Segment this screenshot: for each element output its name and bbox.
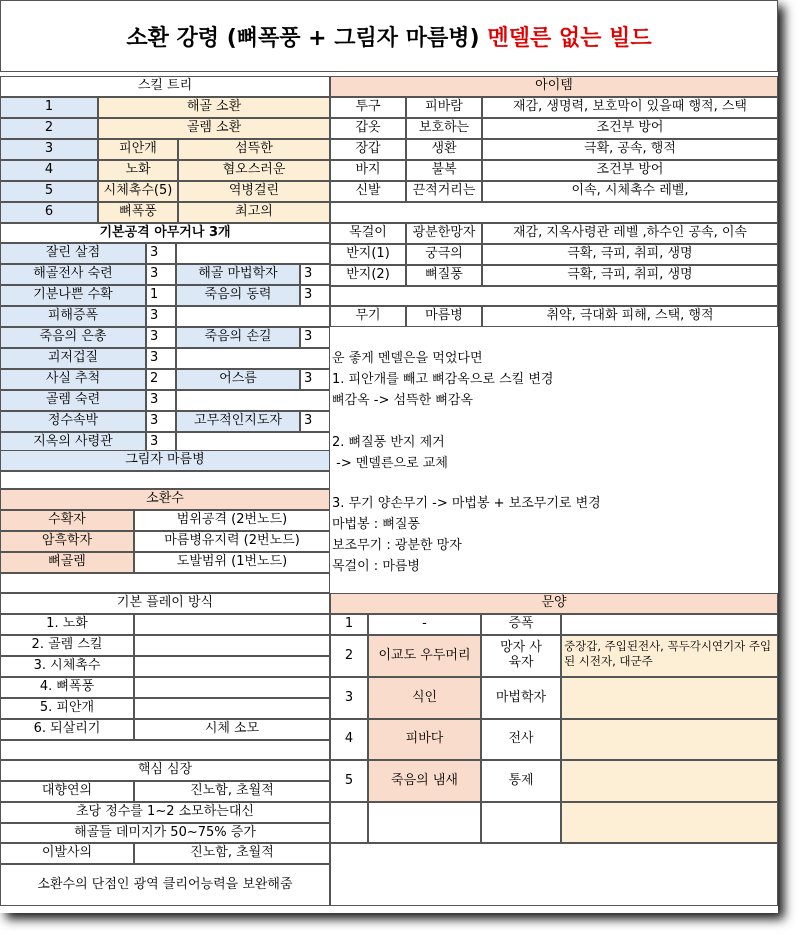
- glyph-num: 4: [330, 719, 368, 760]
- passive-points: 3: [146, 306, 176, 327]
- passive-points: 3: [146, 327, 176, 348]
- glyph-stat: 전사: [481, 719, 561, 760]
- empty-cell: [134, 614, 330, 635]
- heart-header: 핵심 심장: [0, 760, 330, 781]
- skill-name: 시체촉수(5): [98, 181, 178, 202]
- glyphs-header: 문양: [330, 593, 778, 614]
- item-name: 마름병: [406, 306, 482, 327]
- glyph-num: 2: [330, 635, 368, 677]
- empty-cell: [176, 306, 330, 327]
- passive-name: 고무적인지도자: [176, 411, 300, 432]
- empty-cell: [368, 802, 481, 843]
- note-line: 목걸이 : 마름병: [332, 559, 420, 574]
- skill-row-num: 4: [0, 160, 98, 181]
- item-stats: 이속, 시체촉수 레벨,: [482, 181, 778, 202]
- skill-name: 해골 소환: [98, 97, 330, 118]
- item-slot: 갑옷: [330, 118, 406, 139]
- note-line: 1. 피안개를 빼고 뼈감옥으로 스킬 변경: [332, 372, 554, 387]
- note-line: 보조무기 : 광분한 망자: [332, 538, 462, 553]
- glyph-stat: 마법학자: [481, 677, 561, 719]
- summon-node: 범위공격 (2번노드): [134, 510, 330, 531]
- passive-name: 괴저겁질: [0, 348, 146, 369]
- passive-points: 3: [146, 390, 176, 411]
- empty-cell: [176, 390, 330, 411]
- play-step-note: 시체 소모: [134, 719, 330, 740]
- glyph-num: 1: [330, 614, 368, 635]
- item-slot: 반지(2): [330, 265, 406, 286]
- passive-name: 골렘 숙련: [0, 390, 146, 411]
- empty-cell: [134, 677, 330, 698]
- passive-points: 3: [300, 264, 330, 285]
- passive-name: 해골 마법학자: [176, 264, 300, 285]
- empty-cell: [134, 698, 330, 719]
- item-stats: 재감, 지옥사령관 레벨 ,하수인 공속, 이속: [482, 223, 778, 244]
- heart-name: 대향연의: [0, 781, 134, 802]
- note-line: -> 멘델른으로 교체: [332, 456, 448, 471]
- skill-name: 골렘 소환: [98, 118, 330, 139]
- passive-points: 2: [146, 369, 176, 390]
- glyph-num: 5: [330, 760, 368, 802]
- item-name: 광분한망자: [406, 223, 482, 244]
- glyph-name: 죽음의 냄새: [368, 760, 481, 802]
- passive-points: 3: [300, 411, 330, 432]
- item-name: 끈적거리는: [406, 181, 482, 202]
- passive-points: 3: [300, 327, 330, 348]
- summons-header: 소환수: [0, 489, 330, 510]
- heart-name: 이발사의: [0, 843, 134, 864]
- note-line: 뼈감옥 -> 섬뜩한 뼈감옥: [332, 393, 474, 408]
- passive-name: 해골전사 숙련: [0, 264, 146, 285]
- skill-modifier: 역병걸린: [178, 181, 330, 202]
- item-name: 보호하는: [406, 118, 482, 139]
- glyph-name: 이교도 우두머리: [368, 635, 481, 677]
- item-stats: 극확, 공속, 행적: [482, 139, 778, 160]
- spacer-row: [0, 471, 330, 489]
- glyph-num: 3: [330, 677, 368, 719]
- glyph-desc: [561, 719, 778, 760]
- skill-name: 뼈폭풍: [98, 202, 178, 223]
- passive-points: 3: [146, 411, 176, 432]
- heart-source: 진노함, 초월적: [134, 843, 330, 864]
- item-name: 궁극의: [406, 244, 482, 265]
- passive-points: 3: [146, 432, 176, 453]
- passive-points: 3: [300, 285, 330, 306]
- skill-tree-header: 스킬 트리: [0, 76, 330, 97]
- play-step: 3. 시체촉수: [0, 656, 134, 677]
- empty-cell: [176, 243, 330, 264]
- item-stats: 극확, 극피, 취피, 생명: [482, 244, 778, 265]
- title-highlight: 멘델른 없는 빌드: [487, 25, 652, 51]
- note-line: 운 좋게 멘델은을 먹었다면: [332, 351, 483, 366]
- glyph-desc: [561, 677, 778, 719]
- passive-name: 지옥의 사령관: [0, 432, 146, 453]
- item-slot: 신발: [330, 181, 406, 202]
- passive-name: 정수속박: [0, 411, 146, 432]
- item-slot: 목걸이: [330, 223, 406, 244]
- play-step: 4. 뼈폭풍: [0, 677, 134, 698]
- empty-cell: [176, 348, 330, 369]
- summon-name: 수확자: [0, 510, 134, 531]
- spacer-row: [0, 573, 330, 593]
- title-main: 소환 강령 (뼈폭풍 + 그림자 마름병): [126, 25, 480, 51]
- play-step: 6. 되살리기: [0, 719, 134, 740]
- item-name: 불복: [406, 160, 482, 181]
- item-slot: 반지(1): [330, 244, 406, 265]
- skill-modifier: 섬뜩한: [178, 139, 330, 160]
- passive-points: 3: [300, 369, 330, 390]
- skill-row-num: 5: [0, 181, 98, 202]
- item-name: 생환: [406, 139, 482, 160]
- skill-name: 피안개: [98, 139, 178, 160]
- passive-name: 사실 추척: [0, 369, 146, 390]
- skill-modifier: 혐오스러운: [178, 160, 330, 181]
- glyph-stat: 증폭: [481, 614, 561, 635]
- empty-cell: [134, 635, 330, 656]
- skill-row-num: 1: [0, 97, 98, 118]
- passive-name: 피해증폭: [0, 306, 146, 327]
- note-line: 2. 뼈질풍 반지 제거: [332, 435, 445, 450]
- skill-modifier: 최고의: [178, 202, 330, 223]
- item-slot: 바지: [330, 160, 406, 181]
- play-step: 2. 골렘 스킬: [0, 635, 134, 656]
- passive-points: 3: [146, 264, 176, 285]
- glyph-name: 식인: [368, 677, 481, 719]
- glyph-desc: [561, 760, 778, 802]
- item-name: 피바람: [406, 97, 482, 118]
- heart-desc-line: 초당 정수를 1~2 소모하는대신: [0, 802, 330, 823]
- key-passive: 그림자 마름병: [0, 450, 330, 471]
- passive-name: 기분나쁜 수확: [0, 285, 146, 306]
- glyph-name: -: [368, 614, 481, 635]
- heart-desc-line: 해골들 데미지가 50~75% 증가: [0, 823, 330, 843]
- item-stats: 취약, 극대화 피해, 스택, 행적: [482, 306, 778, 327]
- note-line: 마법봉 : 뼈질풍: [332, 517, 420, 532]
- summon-name: 뼈골렘: [0, 552, 134, 573]
- passive-name: 잘린 살점: [0, 243, 146, 264]
- basic-attack-note: 기본공격 아무거나 3개: [0, 223, 330, 243]
- passive-points: 3: [146, 243, 176, 264]
- summon-node: 도발범위 (1번노드): [134, 552, 330, 573]
- spacer-row: [0, 740, 330, 760]
- page-title: [0, 0, 778, 72]
- play-step: 1. 노화: [0, 614, 134, 635]
- passive-name: 어스름: [176, 369, 300, 390]
- item-slot: 무기: [330, 306, 406, 327]
- skill-row-num: 3: [0, 139, 98, 160]
- item-name: 뼈질풍: [406, 265, 482, 286]
- passive-name: 죽음의 은총: [0, 327, 146, 348]
- item-slot: 장갑: [330, 139, 406, 160]
- glyph-desc: 중장갑, 주입된전사, 꼭두각시연기자 주입된 시전자, 대군주: [561, 635, 778, 677]
- item-stats: 극확, 극피, 취피, 생명: [482, 265, 778, 286]
- skill-name: 노화: [98, 160, 178, 181]
- empty-cell: [561, 802, 778, 843]
- play-step: 5. 피안개: [0, 698, 134, 719]
- playstyle-header: 기본 플레이 방식: [0, 593, 330, 614]
- spacer-row: [330, 202, 778, 223]
- skill-row-num: 6: [0, 202, 98, 223]
- empty-cell: [330, 802, 368, 843]
- empty-cell: [481, 802, 561, 843]
- item-slot: 투구: [330, 97, 406, 118]
- passive-points: 3: [146, 348, 176, 369]
- passive-name: 죽음의 손길: [176, 327, 300, 348]
- passive-name: 죽음의 동력: [176, 285, 300, 306]
- glyph-name: 피바다: [368, 719, 481, 760]
- spacer-row: [330, 286, 778, 306]
- item-stats: 조건부 방어: [482, 160, 778, 181]
- glyph-desc: [561, 614, 778, 635]
- glyph-stat: 망자 사육자: [481, 635, 561, 677]
- summon-name: 암흑학자: [0, 531, 134, 552]
- heart-footer: 소환수의 단점인 광역 클리어능력을 보완해줌: [0, 864, 330, 906]
- items-header: 아이템: [330, 76, 778, 97]
- glyph-stat: 통제: [481, 760, 561, 802]
- note-line: 3. 무기 양손무기 -> 마법봉 + 보조무기로 변경: [332, 496, 601, 511]
- passive-points: 1: [146, 285, 176, 306]
- empty-cell: [134, 656, 330, 677]
- item-stats: 재감, 생명력, 보호막이 있을때 행적, 스택: [482, 97, 778, 118]
- skill-row-num: 2: [0, 118, 98, 139]
- summon-node: 마름병유지력 (2번노드): [134, 531, 330, 552]
- item-stats: 조건부 방어: [482, 118, 778, 139]
- empty-cell: [330, 843, 778, 906]
- heart-source: 진노함, 초월적: [134, 781, 330, 802]
